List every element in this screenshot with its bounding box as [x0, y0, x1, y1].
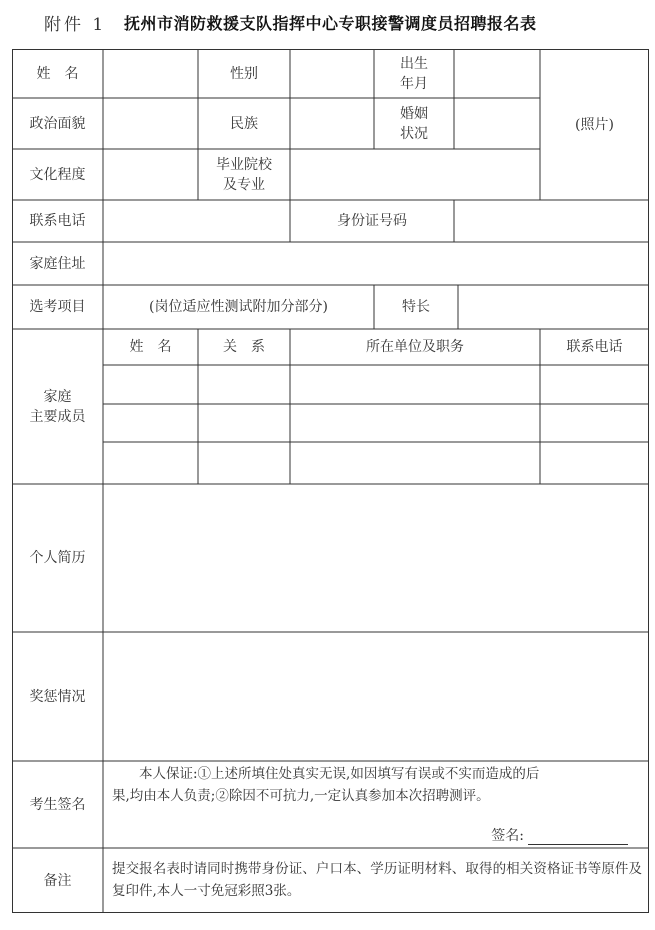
pledge-line-2: 果,均由本人负责;②除因不可抗力,一定认真参加本次招聘测评。: [112, 788, 490, 804]
phone-label: 联系电话: [29, 213, 86, 229]
family-row-1-phone[interactable]: [541, 366, 648, 403]
ethnicity-label: 民族: [230, 115, 258, 132]
phone-input[interactable]: [104, 201, 289, 241]
address-label: 家庭住址: [29, 255, 86, 272]
family-row-3-phone[interactable]: [541, 443, 648, 483]
birth-label: 出生 年月: [400, 55, 428, 92]
specialty-label: 特长: [402, 299, 430, 315]
resume-input[interactable]: [104, 485, 648, 631]
family-header-phone: 联系电话: [566, 339, 623, 355]
family-row-3-workplace[interactable]: [291, 443, 539, 483]
family-row-2-name[interactable]: [104, 405, 197, 441]
family-row-1-workplace[interactable]: [291, 366, 539, 403]
signature-line[interactable]: [528, 830, 628, 845]
family-header-name: 姓 名: [129, 339, 172, 355]
school-major-input[interactable]: [291, 150, 539, 199]
id-card-label: 身份证号码: [337, 213, 407, 229]
family-members-label: 家庭 主要成员: [29, 388, 86, 425]
family-row-2-workplace[interactable]: [291, 405, 539, 441]
awards-input[interactable]: [104, 633, 648, 760]
photo-placeholder[interactable]: (照片): [575, 116, 614, 133]
marital-status-input[interactable]: [455, 99, 539, 148]
attachment-number: 附件 1: [44, 15, 107, 35]
education-input[interactable]: [104, 150, 197, 199]
exam-project-note[interactable]: (岗位适应性测试附加分部分): [149, 299, 328, 315]
political-status-input[interactable]: [104, 99, 197, 148]
form-title: 抚州市消防救援支队指挥中心专职接警调度员招聘报名表: [124, 14, 537, 33]
specialty-input[interactable]: [459, 286, 648, 328]
exam-project-label: 选考项目: [29, 299, 86, 315]
family-row-1-name[interactable]: [104, 366, 197, 403]
gender-label: 性别: [230, 65, 258, 82]
sign-here-label: 签名:: [491, 828, 524, 844]
remarks-text: 提交报名表时请同时携带身份证、户口本、学历证明材料、取得的相关资格证书等原件及复印件,本人一寸免冠彩照3张。: [112, 861, 642, 899]
school-major-label: 毕业院校 及专业: [216, 156, 272, 193]
resume-label: 个人简历: [29, 550, 86, 566]
address-input[interactable]: [104, 243, 648, 284]
family-row-1-relation[interactable]: [199, 366, 289, 403]
family-header-workplace: 所在单位及职务: [366, 339, 464, 355]
signature-label: 考生签名: [29, 796, 86, 813]
family-row-2-phone[interactable]: [541, 405, 648, 441]
family-row-3-relation[interactable]: [199, 443, 289, 483]
marital-status-label: 婚姻 状况: [400, 105, 428, 142]
gender-input[interactable]: [291, 50, 373, 97]
political-status-label: 政治面貌: [29, 115, 86, 132]
family-header-relation: 关 系: [223, 339, 265, 355]
ethnicity-input[interactable]: [291, 99, 373, 148]
birth-input[interactable]: [455, 50, 539, 97]
pledge-line-1: 本人保证:①上述所填住处真实无误,如因填写有误或不实而造成的后: [139, 766, 540, 782]
remarks-label: 备注: [43, 872, 72, 889]
family-row-2-relation[interactable]: [199, 405, 289, 441]
pledge-text: [112, 763, 642, 807]
registration-form: [12, 49, 649, 913]
page-header: [0, 10, 655, 38]
family-row-3-name[interactable]: [104, 443, 197, 483]
awards-label: 奖惩情况: [29, 688, 86, 705]
id-card-input[interactable]: [455, 201, 648, 241]
name-input[interactable]: [104, 50, 197, 97]
education-label: 文化程度: [29, 166, 86, 183]
name-label: 姓 名: [36, 65, 79, 82]
